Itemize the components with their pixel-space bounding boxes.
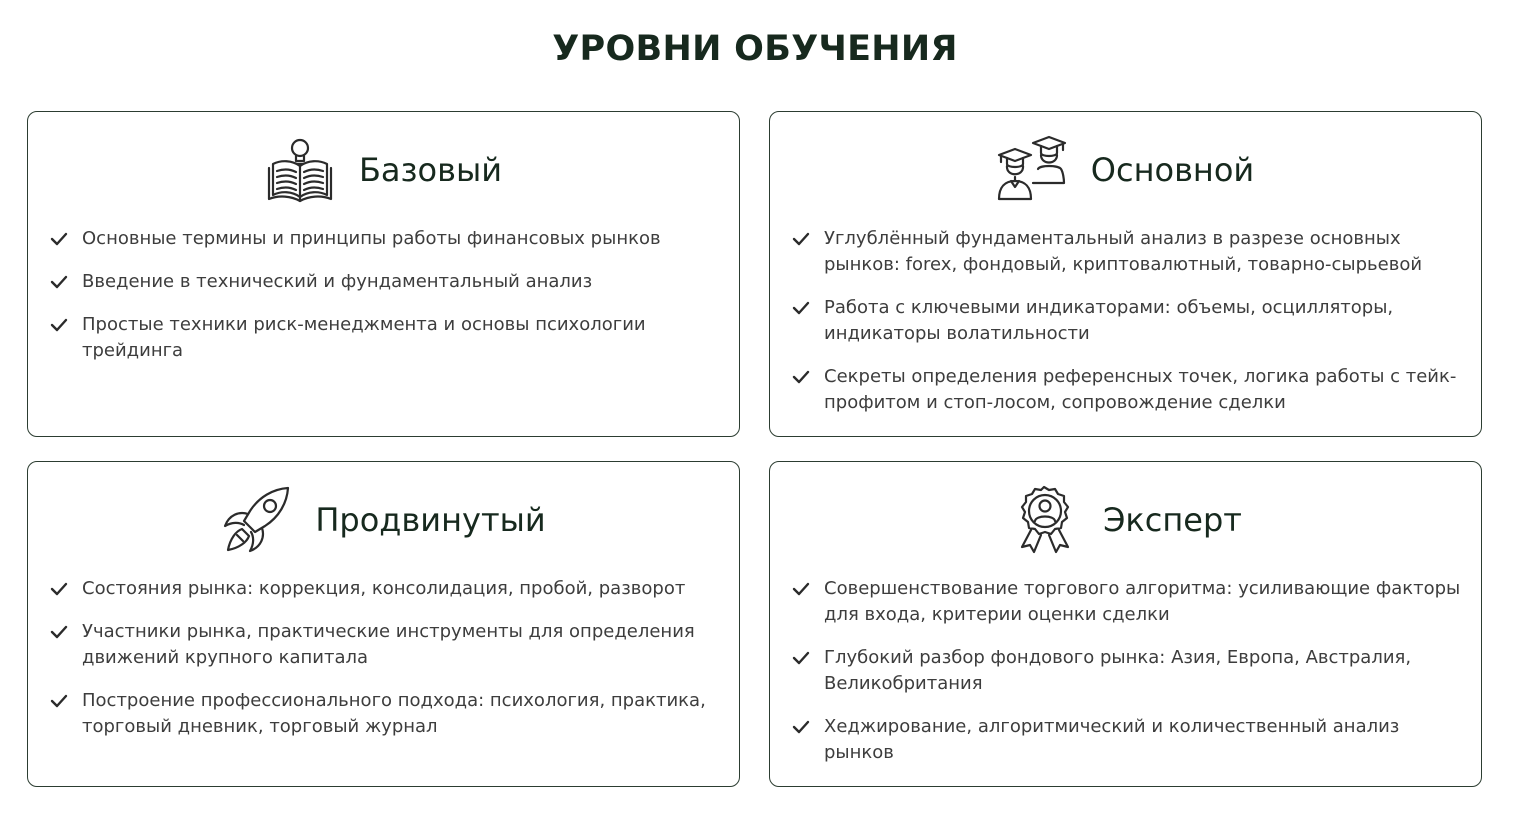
level-card-advanced — [27, 461, 740, 787]
list-item-text: Глубокий разбор фондового рынка: Азия, Европа, Австралия, Великобритания — [824, 647, 1412, 694]
checkmark-icon — [50, 275, 68, 289]
checkmark-icon — [50, 582, 68, 596]
list-item — [792, 576, 1463, 628]
card-title: Эксперт — [1103, 501, 1242, 539]
card-title: Базовый — [358, 151, 503, 189]
card-header — [770, 484, 1481, 556]
list-item — [50, 269, 721, 295]
list-item-text: Углублённый фундаментальный анализ в разрезе основных рынков: forex, фондовый, криптовалютный, товарно-сырьевой — [824, 228, 1423, 275]
list-item-text: Построение профессионального подхода: психология, практика, торговый дневник, торговый журнал — [82, 690, 706, 737]
checkmark-icon — [50, 232, 68, 246]
feature-list — [50, 226, 721, 381]
list-item-text: Состояния рынка: коррекция, консолидация, пробой, разворот — [82, 578, 686, 599]
card-header — [770, 134, 1481, 206]
checkmark-icon — [792, 370, 810, 384]
list-item-text: Простые техники риск-менеджмента и основы психологии трейдинга — [82, 314, 646, 361]
list-item — [792, 714, 1463, 766]
checkmark-icon — [792, 651, 810, 665]
list-item-text: Работа с ключевыми индикаторами: объемы, осцилляторы, индикаторы волатильности — [824, 297, 1394, 344]
level-card-basic — [27, 111, 740, 437]
list-item-text: Хеджирование, алгоритмический и количественный анализ рынков — [824, 716, 1400, 763]
list-item — [50, 576, 721, 602]
list-item — [792, 645, 1463, 697]
graduates-icon — [997, 135, 1067, 205]
list-item — [50, 312, 721, 364]
list-item-text: Введение в технический и фундаментальный анализ — [82, 271, 593, 292]
checkmark-icon — [50, 625, 68, 639]
feature-list — [792, 576, 1463, 783]
expert-badge-icon — [1009, 485, 1079, 555]
rocket-icon — [221, 485, 291, 555]
list-item-text: Секреты определения референсных точек, логика работы с тейк-профитом и стоп-лосом, сопровождение сделки — [824, 366, 1457, 413]
list-item-text: Участники рынка, практические инструменты для определения движений крупного капитала — [82, 621, 695, 668]
card-header — [28, 134, 739, 206]
feature-list — [50, 576, 721, 757]
checkmark-icon — [792, 720, 810, 734]
checkmark-icon — [792, 582, 810, 596]
list-item — [792, 364, 1463, 416]
list-item-text: Совершенствование торгового алгоритма: усиливающие факторы для входа, критерии оценки сделки — [824, 578, 1461, 625]
card-title: Основной — [1090, 151, 1255, 189]
list-item — [50, 688, 721, 740]
level-card-expert — [769, 461, 1482, 787]
page-title: УРОВНИ ОБУЧЕНИЯ — [552, 29, 958, 69]
book-lightbulb-icon — [265, 135, 335, 205]
list-item-text: Основные термины и принципы работы финансовых рынков — [82, 228, 661, 249]
card-title: Продвинутый — [315, 501, 546, 539]
list-item — [792, 226, 1463, 278]
list-item — [50, 226, 721, 252]
checkmark-icon — [50, 694, 68, 708]
list-item — [792, 295, 1463, 347]
feature-list — [792, 226, 1463, 433]
checkmark-icon — [792, 232, 810, 246]
checkmark-icon — [50, 318, 68, 332]
checkmark-icon — [792, 301, 810, 315]
level-card-main — [769, 111, 1482, 437]
list-item — [50, 619, 721, 671]
card-header — [28, 484, 739, 556]
